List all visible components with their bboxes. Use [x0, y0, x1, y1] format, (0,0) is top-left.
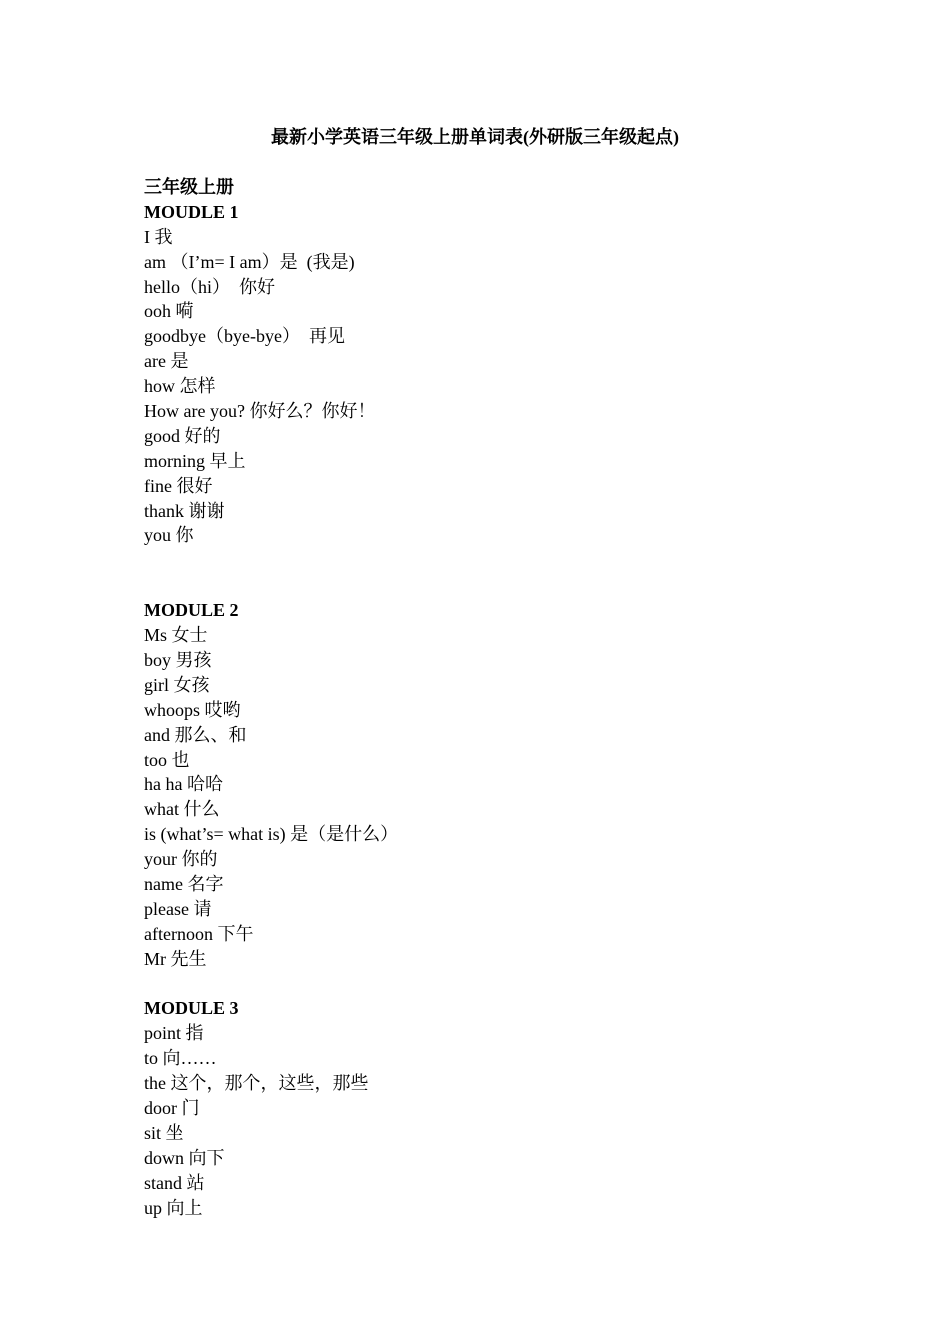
list-item: goodbye（bye-bye） 再见	[144, 326, 345, 347]
list-item: I 我	[144, 226, 173, 247]
list-item: name 名字	[144, 873, 224, 894]
list-item: door 门	[144, 1097, 200, 1118]
list-item: hello（hi） 你好	[144, 276, 275, 297]
list-item: how 怎样	[144, 376, 216, 397]
spacer	[144, 548, 844, 598]
list-item: Mr 先生	[144, 948, 207, 969]
list-item: Ms 女士	[144, 625, 208, 646]
document-title: 最新小学英语三年级上册单词表(外研版三年级起点)	[271, 127, 679, 147]
module-1	[144, 200, 844, 548]
list-item: what 什么	[144, 799, 220, 820]
list-item: down 向下	[144, 1147, 225, 1168]
module-heading: MOUDLE 1	[144, 201, 239, 222]
section-heading: 三年级上册	[144, 177, 234, 197]
list-item: you 你	[144, 525, 194, 546]
list-item: too 也	[144, 749, 190, 770]
list-item: girl 女孩	[144, 674, 210, 695]
list-item: good 好的	[144, 425, 221, 446]
list-item: your 你的	[144, 849, 218, 870]
list-item: morning 早上	[144, 450, 246, 471]
module-3	[144, 996, 844, 1220]
list-item: thank 谢谢	[144, 500, 225, 521]
list-item: please 请	[144, 898, 212, 919]
list-item: afternoon 下午	[144, 923, 254, 944]
list-item: is (what’s= what is) 是（是什么）	[144, 824, 399, 845]
list-item: ooh 嗬	[144, 301, 194, 322]
list-item: the 这个，那个，这些，那些	[144, 1073, 369, 1094]
list-item: ha ha 哈哈	[144, 774, 223, 795]
module-2	[144, 598, 844, 971]
module-heading: MODULE 2	[144, 600, 239, 621]
word-list	[144, 175, 844, 1220]
spacer	[144, 972, 844, 997]
list-item: up 向上	[144, 1197, 203, 1218]
list-item: point 指	[144, 1023, 204, 1044]
list-item: to 向……	[144, 1048, 217, 1069]
list-item: and 那么、和	[144, 724, 247, 745]
module-heading: MODULE 3	[144, 998, 239, 1019]
list-item: whoops 哎哟	[144, 699, 241, 720]
list-item: fine 很好	[144, 475, 213, 496]
list-item: am （I’m= I am）是 (我是)	[144, 251, 355, 272]
list-item: boy 男孩	[144, 649, 212, 670]
list-item: sit 坐	[144, 1122, 184, 1143]
list-item: are 是	[144, 351, 189, 372]
list-item: How are you? 你好么？你好！	[144, 401, 376, 422]
list-item: stand 站	[144, 1172, 205, 1193]
